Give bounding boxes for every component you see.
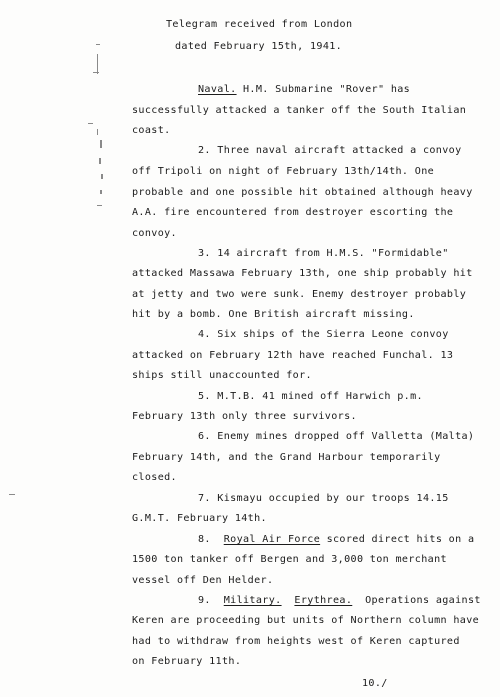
paragraph-2-line-4: A.A. fire encountered from destroyer escorting the <box>132 207 454 218</box>
paragraph-3-line-2: attacked Massawa February 13th, one ship probably hit <box>132 268 473 279</box>
paragraph-8-line-2: 1500 ton tanker off Bergen and 3,000 ton merchant <box>132 554 447 565</box>
margin-pencil-mark <box>97 54 98 74</box>
paragraph-9-line-2: Keren are proceeding but units of Northern column have <box>132 615 480 626</box>
naval-line-1: H.M. Submarine "Rover" has <box>243 84 411 95</box>
military-heading: Military. <box>223 595 282 606</box>
paragraph-9-number: 9. <box>198 595 211 606</box>
paragraph-6-line-1: 6. Enemy mines dropped off Valletta (Malta) <box>198 431 475 442</box>
paragraph-4-line-2: attacked on February 12th have reached Funchal. 13 <box>132 350 454 361</box>
paragraph-3-line-3: at jetty and two were sunk. Enemy destroyer probably <box>132 289 467 300</box>
paragraph-9-line-4: on February 11th. <box>132 656 242 667</box>
paragraph-2-line-3: probable and one possible hit obtained although heavy <box>132 187 473 198</box>
paragraph-9-line-1-rest: Operations against <box>365 595 481 606</box>
telegram-header-line-2: dated February 15th, 1941. <box>175 41 343 52</box>
margin-pencil-mark <box>100 190 102 194</box>
paragraph-7-line-1: 7. Kismayu occupied by our troops 14.15 <box>198 493 449 504</box>
paragraph-2-line-1: 2. Three naval aircraft attacked a convoy <box>198 145 462 156</box>
erythrea-subheading: Erythrea. <box>294 595 353 606</box>
next-page-marker: 10./ <box>362 678 388 689</box>
paragraph-3-line-4: hit by a bomb. One British aircraft missing. <box>132 309 415 320</box>
margin-pencil-mark <box>9 494 15 495</box>
margin-pencil-mark <box>96 44 100 45</box>
naval-heading: Naval. <box>198 84 237 95</box>
paragraph-2-line-2: off Tripoli on night of February 13th/14th. One <box>132 166 435 177</box>
naval-line-3: coast. <box>132 125 171 136</box>
paragraph-5-line-1: 5. M.T.B. 41 mined off Harwich p.m. <box>198 391 423 402</box>
paragraph-royal-air-force <box>198 534 474 546</box>
margin-pencil-mark <box>93 72 99 73</box>
paragraph-8-line-1-rest: scored direct hits on a <box>326 534 475 545</box>
paragraph-3-line-1: 3. 14 aircraft from H.M.S. "Formidable" <box>198 248 449 259</box>
paragraph-4-line-1: 4. Six ships of the Sierra Leone convoy <box>198 329 449 340</box>
paragraph-5-line-2: February 13th only three survivors. <box>132 411 357 422</box>
margin-pencil-mark <box>100 140 102 148</box>
paragraph-2-line-5: convoy. <box>132 228 177 239</box>
paragraph-6-line-2: February 14th, and the Grand Harbour temporarily <box>132 452 441 463</box>
paragraph-7-line-2: G.M.T. February 14th. <box>132 513 267 524</box>
telegram-header-line-1: Telegram received from London <box>166 19 353 30</box>
margin-pencil-mark <box>101 174 103 179</box>
paragraph-8-number: 8. <box>198 534 211 545</box>
margin-pencil-mark <box>97 205 102 206</box>
naval-line-2: successfully attacked a tanker off the South Italian <box>132 105 467 116</box>
margin-pencil-mark <box>88 123 93 124</box>
paragraph-naval <box>198 84 410 96</box>
paragraph-military <box>198 595 481 607</box>
margin-pencil-mark <box>99 158 101 164</box>
paragraph-4-line-3: ships still unaccounted for. <box>132 370 312 381</box>
paragraph-6-line-3: closed. <box>132 472 177 483</box>
paragraph-8-line-3: vessel off Den Helder. <box>132 575 274 586</box>
margin-pencil-mark <box>97 129 98 135</box>
paragraph-9-line-3: had to withdraw from heights west of Keren captured <box>132 636 460 647</box>
royal-air-force-heading: Royal Air Force <box>223 534 321 545</box>
